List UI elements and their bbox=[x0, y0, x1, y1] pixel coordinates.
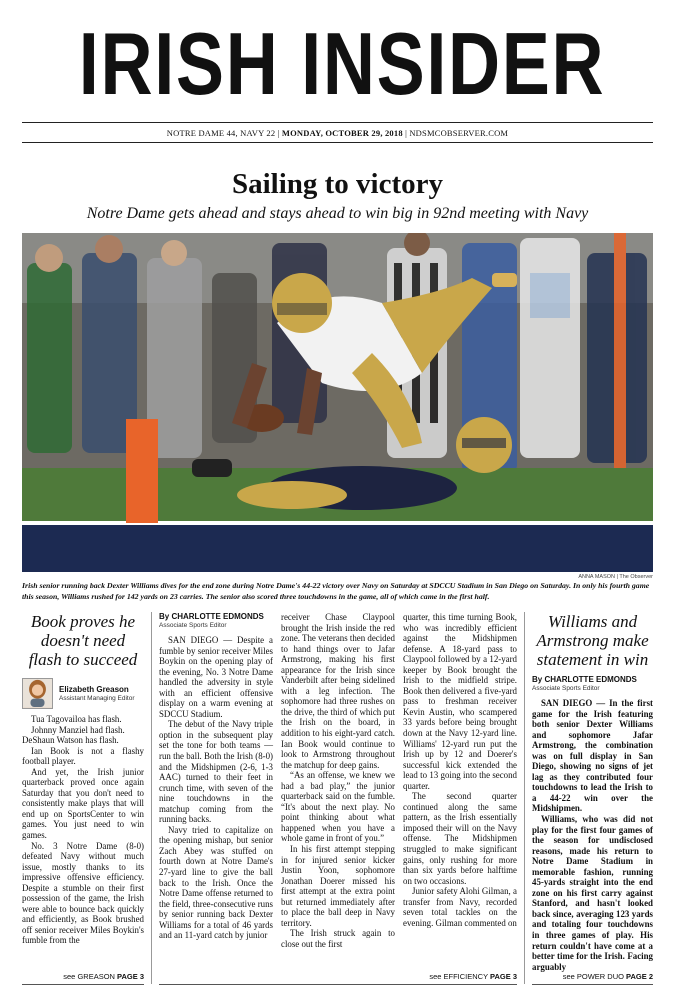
masthead-title: IRISH INSIDER bbox=[78, 14, 606, 113]
paragraph: quarter, this time turning Book, who was incredibly efficient against the Midshipmen defense. A 18-yard pass to Claypool followed by a 12-yard keeper by Book brought the Irish to the midfield stripe. Book then delivered a five-yard pass to freshman receiver Kevin Austin, who scampered 33 yards before being brought down at the Navy 12-yard line. Williams' 12-yard run put the Irish up by 12 and Doerer's successful kick extended the lead to 13 going into the second quarter. bbox=[403, 612, 517, 791]
paragraph: Johnny Manziel had flash. bbox=[31, 724, 125, 735]
column-right-headline: Williams and Armstrong make statement in win bbox=[536, 612, 649, 669]
paragraph: The second quarter continued along the same pattern, as the Irish essentially imposed their will on the Navy offense. The Midshipmen struggled to make significant gains, only rushing for more than six yards before halftime on two occasions. bbox=[403, 791, 517, 886]
end-zone-pylon bbox=[126, 419, 158, 523]
football-action-illustration bbox=[22, 233, 653, 572]
paragraph: SAN DIEGO — In the first game for the Irish featuring both senior Dexter Williams and sophomore Jafar Armstrong, the combination was on full display in San Diego, showing no signs of jet lag as they contributed four touchdowns to lead the Irish to a 44-22 win over the Midshipmen. bbox=[532, 698, 653, 814]
lead-photo bbox=[22, 233, 653, 572]
jump-text: see GREASON bbox=[63, 972, 118, 981]
main-story-col-3 bbox=[403, 612, 517, 972]
masthead bbox=[22, 12, 653, 116]
column-right-author: By CHARLOTTE EDMONDS bbox=[532, 675, 637, 684]
paragraph: The debut of the Navy triple option in the subsequent play set the tone for both teams — run the ball. Both the Irish (8-0) and the Midshipmen (2-6, 1-3 AAC) turned to their feet in crunch time, with seven of the nine touchdowns in the matchup coming from the running backs. bbox=[159, 719, 273, 825]
paragraph: In his first attempt stepping in for injured senior kicker Justin Yoon, sophomore Jonathan Doerer missed his first attempt at the extra point but returned immediately after to place the ball deep in Navy territory. bbox=[281, 844, 395, 928]
jump-rule bbox=[159, 984, 517, 985]
folio-date: MONDAY, OCTOBER 29, 2018 bbox=[281, 128, 403, 138]
main-story-col-1 bbox=[159, 612, 273, 972]
paragraph: Junior safety Alohi Gilman, a transfer from Navy, recorded seven total tackles on the evening. Gilman commented on bbox=[403, 886, 517, 928]
paragraph: Navy tried to capitalize on the opening mishap, but senior Zach Abey was stuffed on fourth down at Notre Dame's 27-yard line to give the ball back to the Irish. Once the Notre Dame offense returned to the field, three-consecutive runs by senior running back Dexter Williams for a total of 46 yards and an 11-yard catch by junior bbox=[159, 824, 273, 941]
column-left-author-title: Assistant Managing Editor bbox=[59, 694, 135, 702]
lead-headline: Sailing to victory bbox=[231, 168, 444, 200]
main-story-body-2 bbox=[281, 612, 395, 950]
column-left-jump[interactable] bbox=[22, 972, 144, 981]
jump-rule bbox=[22, 984, 144, 985]
paragraph: The Irish struck again to close out the first bbox=[281, 928, 395, 949]
folio-site[interactable]: | NDSMCOBSERVER.COM bbox=[402, 128, 509, 138]
jump-page: PAGE 3 bbox=[490, 972, 517, 981]
main-story-col-2 bbox=[281, 612, 395, 972]
photo-credit: ANNA MASON | The Observer bbox=[578, 574, 653, 580]
folio-line bbox=[22, 128, 653, 138]
column-divider bbox=[151, 612, 152, 984]
author-headshot bbox=[22, 678, 53, 709]
jump-text: see POWER DUO bbox=[562, 972, 627, 981]
column-left-author: Elizabeth Greason bbox=[59, 684, 129, 694]
folio-rule bbox=[22, 142, 653, 143]
main-story-byline-title: Associate Sports Editor bbox=[159, 622, 227, 629]
column-left-byline bbox=[22, 678, 144, 709]
paragraph: “As an offense, we knew we had a bad play,” the junior quarterback said on the fumble. “It's about the next play. No point thinking about what happened when you have a whole game in front of you.” bbox=[281, 770, 395, 844]
main-story-body-3 bbox=[403, 612, 517, 928]
jump-page: PAGE 2 bbox=[626, 972, 653, 981]
photo-caption: Irish senior running back Dexter Williams dives for the end zone during Notre Dame's 44-22 victory over Navy on Saturday at SDCCU Stadium in San Diego on Saturday. In only his fourth game this season, Williams rushed for 142 yards on 23 carries. The senior also scored three touchdowns in the game, all of which came in the first half. bbox=[22, 581, 650, 601]
column-left-body bbox=[22, 714, 144, 946]
main-story-body-1 bbox=[159, 635, 273, 941]
column-right-byline bbox=[532, 675, 653, 693]
jump-page: PAGE 3 bbox=[117, 972, 144, 981]
paragraph: receiver Chase Claypool brought the Irish inside the red zone. The veterans then decided to hand things over to Jafar Armstrong, making his first appearance for the Irish since Vanderbilt after being sidelined with a leg infection. The sophomore had three rushes on the drive, the third of which put the Irish on the board, in addition to his eight-yard catch. Ian Book would continue to look to Armstrong throughout the matchup for deep gains. bbox=[281, 612, 395, 770]
main-story-byline: By CHARLOTTE EDMONDS bbox=[159, 612, 264, 621]
paragraph: No. 3 Notre Dame (8-0) defeated Navy without much issue, mostly thanks to its impressive offensive efficiency. Despite a stumble on their first possession of the game, the Irish were able to bounce back quickly and efficiently, as Book brushed off senior receiver Miles Boykin's fumble from the bbox=[22, 840, 144, 946]
jump-text: see EFFICIENCY bbox=[429, 972, 491, 981]
column-right bbox=[532, 612, 653, 972]
folio-score: NOTRE DAME 44, NAVY 22 | bbox=[166, 128, 282, 138]
paragraph: DeShaun Watson has flash. bbox=[22, 735, 119, 746]
column-right-body bbox=[532, 698, 653, 972]
paragraph: SAN DIEGO — Despite a fumble by senior receiver Miles Boykin on the opening play of the evening, No. 3 Notre Dame handled the adversity in style with an efficient offensive display on a warm evening at SDCCU Stadium. bbox=[159, 635, 273, 719]
paragraph: Ian Book is not a flashy football player. bbox=[22, 745, 144, 767]
column-right-jump[interactable] bbox=[532, 972, 653, 981]
lead-deck: Notre Dame gets ahead and stays ahead to win big in 92nd meeting with Navy bbox=[86, 205, 589, 222]
main-story-jump[interactable] bbox=[403, 972, 517, 981]
masthead-rule bbox=[22, 122, 653, 123]
paragraph: And yet, the Irish junior quarterback proved once again Saturday that you don't need to consistently make plays that will end up on SportsCenter to win games. You just need to win games. bbox=[22, 766, 144, 841]
jump-rule bbox=[532, 984, 653, 985]
column-right-author-title: Associate Sports Editor bbox=[532, 685, 600, 692]
column-left-headline: Book proves he doesn't need flash to succeed bbox=[28, 612, 138, 669]
column-divider bbox=[524, 612, 525, 984]
column-left bbox=[22, 612, 144, 972]
paragraph: Williams, who was did not play for the first four games of the season for undisclosed reasons, made his return to Notre Dame Stadium in memorable fashion, running 45-yards straight into the end zone on his first carry against Stanford, and hasn't looked back since, averaging 123 yards and totaling four touchdowns in three games of play. His return couldn't have come at a better time for the Irish. Facing arguably bbox=[532, 814, 653, 972]
paragraph: Tua Tagovailoa has flash. bbox=[31, 714, 122, 724]
